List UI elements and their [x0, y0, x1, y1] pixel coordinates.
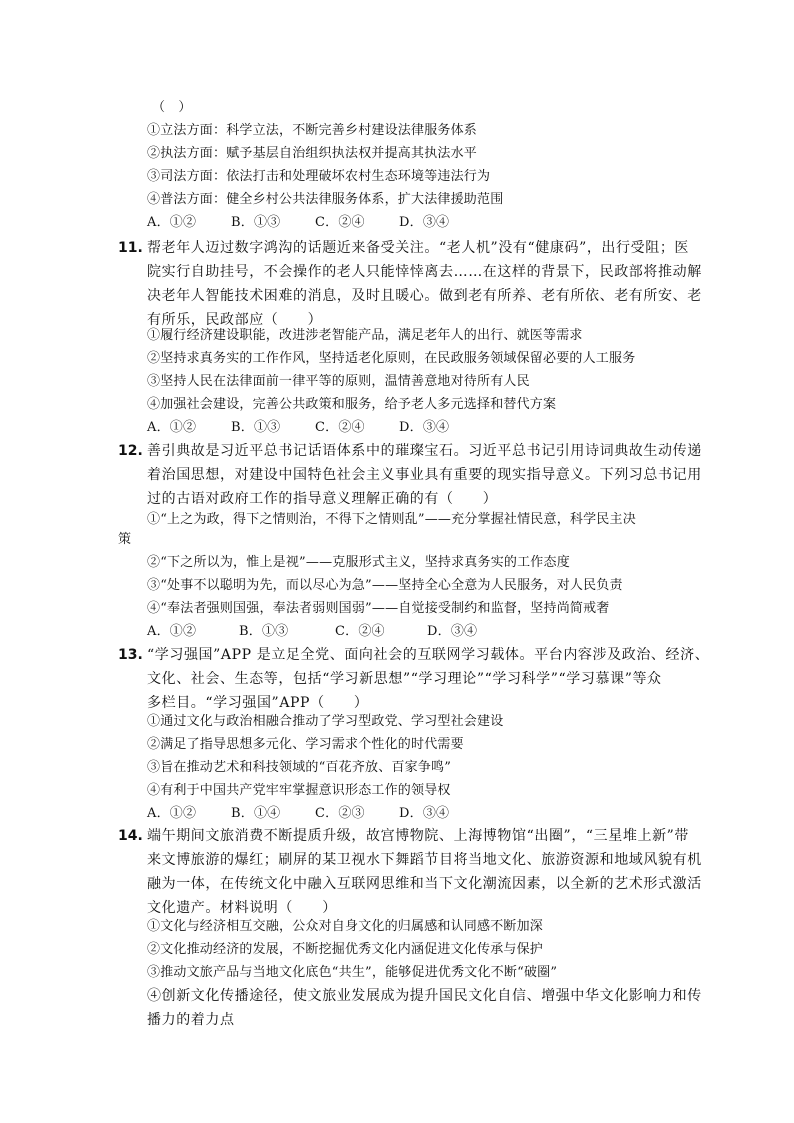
q13-item-1: ①通过文化与政治相融合推动了学习型政党、学习型社会建设: [147, 714, 504, 729]
q10-item-2: ②执法方面：赋予基层自治组织执法权并提高其执法水平: [147, 146, 478, 161]
q10-item-4: ④普法方面：健全乡村公共法律服务体系，扩大法律援助范围: [147, 192, 504, 207]
q13-item-2: ②满足了指导思想多元化、学习需求个性化的时代需要: [147, 737, 464, 752]
q12-options: [147, 622, 477, 642]
q11-item-1: ①履行经济建设职能，改进涉老智能产品，满足老年人的出行、就医等需求: [147, 328, 583, 343]
q12-option-a: A．①②: [147, 624, 197, 639]
q12-option-b: B．①③: [239, 624, 289, 639]
q10-option-a: A．①②: [147, 215, 197, 230]
q12-item-3: ③“处事不以聪明为先，而以尽心为急”——坚持全心全意为人民服务，对人民负责: [147, 578, 623, 593]
q11-stem-line-3: 决老年人智能技术困难的消息，及时且暖心。做到老有所养、老有所依、老有所安、老: [147, 288, 702, 304]
q14-item-3: ③推动文旅产品与当地文化底色“共生”，能够促进优秀文化不断“破圈”: [147, 965, 558, 980]
q12-option-c: C．②④: [335, 624, 385, 639]
q11-option-b: B．①③: [231, 420, 281, 435]
q14-item-4-line-1: ④创新文化传播途径，使文旅业发展成为提升国民文化自信、增强中华文化影响力和传: [147, 988, 702, 1004]
q11-option-d: D．③④: [399, 420, 450, 435]
q12-item-4: ④“奉法者强则国强，奉法者弱则国弱”——自觉接受制约和监督，坚持尚简戒奢: [147, 601, 610, 616]
q14-stem-line-2: 来文博旅游的爆红；刷屏的某卫视水下舞蹈节目将当地文化、旅游资源和地域风貌有机: [147, 852, 702, 868]
q14-item-4-line-2: 播力的着力点: [147, 1012, 235, 1028]
q11-item-4: ④加强社会建设，完善公共政策和服务，给予老人多元选择和替代方案: [147, 397, 557, 412]
q11-option-a: A．①②: [147, 420, 197, 435]
q12-option-d: D．③④: [427, 624, 478, 639]
q12-item-1-line-2: 策: [118, 532, 132, 547]
q13-option-d: D．③④: [399, 806, 450, 821]
q14-stem-line-3: 融为一体，在传统文化中融入互联网思维和当下文化潮流因素，以全新的艺术形式激活: [147, 876, 702, 892]
q11-item-2: ②坚持求真务实的工作作风，坚持适老化原则，在民政服务领域保留必要的人工服务: [147, 351, 636, 366]
q13-option-a: A．①②: [147, 806, 197, 821]
q13-number: 13.: [118, 647, 143, 663]
q10-options: [147, 213, 449, 233]
q10-answer-paren: （ ）: [152, 100, 192, 115]
q13-options: [147, 804, 449, 824]
q12-stem-line-2: 着治国思想，对建设中国特色社会主义事业具有重要的现实指导意义。下列习总书记用: [147, 467, 702, 483]
q13-option-c: C．②③: [315, 806, 365, 821]
q11-options: [147, 418, 449, 438]
q11-stem-line-2: 院实行自助挂号，不会操作的老人只能悻悻离去……在这样的背景下，民政部将推动解: [147, 264, 702, 280]
q11-number: 11.: [118, 240, 143, 256]
q13-item-4: ④有利于中国共产党牢牢掌握意识形态工作的领导权: [147, 783, 451, 798]
q13-option-b: B．①④: [231, 806, 281, 821]
q14-number: 14.: [118, 828, 143, 844]
q12-item-2: ②“下之所以为，惟上是视”——克服形式主义，坚持求真务实的工作态度: [147, 555, 570, 570]
q11-option-c: C．②④: [315, 420, 365, 435]
q12-item-1-line-1: ①“上之为政，得下之情则治，不得下之情则乱”——充分掌握社情民意，科学民主决: [147, 512, 636, 527]
q10-option-d: D．③④: [399, 215, 450, 230]
q11-stem-line-4: 有所乐，民政部应（ ）: [147, 312, 323, 328]
q12-stem-line-3: 过的古语对政府工作的指导意义理解正确的有（ ）: [147, 491, 498, 507]
q12-number: 12.: [118, 443, 143, 459]
q11-stem-line-1: 帮老年人迈过数字鸿沟的话题近来备受关注。“老人机”没有“健康码”，出行受阻；医: [147, 240, 690, 256]
q13-stem-line-3: 多栏目。“学习强国”APP（ ）: [147, 695, 369, 711]
q12-stem-line-1: 善引典故是习近平总书记话语体系中的璀璨宝石。习近平总书记引用诗词典故生动传递: [147, 443, 702, 459]
q10-item-3: ③司法方面：依法打击和处理破坏农村生态环境等违法行为: [147, 169, 491, 184]
q10-option-c: C．②④: [315, 215, 365, 230]
q13-stem-line-1: “学习强国”APP 是立足全党、面向社会的互联网学习载体。平台内容涉及政治、经济、: [147, 647, 710, 663]
q10-option-b: B．①③: [231, 215, 281, 230]
q13-item-3: ③旨在推动艺术和科技领域的“百花齐放、百家争鸣”: [147, 760, 452, 775]
q14-stem-line-1: 端午期间文旅消费不断提质升级，故宫博物院、上海博物馆“出圈”，“三星堆上新”带: [147, 828, 690, 844]
q14-item-1: ①文化与经济相互交融，公众对自身文化的归属感和认同感不断加深: [147, 919, 544, 934]
q13-stem-line-2: 文化、社会、生态等，包括“学习新思想”“学习理论”“学习科学”“学习慕课”等众: [147, 671, 662, 687]
q14-item-2: ②文化推动经济的发展，不断挖掘优秀文化内涵促进文化传承与保护: [147, 942, 544, 957]
q10-item-1: ①立法方面：科学立法，不断完善乡村建设法律服务体系: [147, 123, 478, 138]
q14-stem-line-4: 文化遗产。材料说明（ ）: [147, 900, 337, 916]
q11-item-3: ③坚持人民在法律面前一律平等的原则，温情善意地对待所有人民: [147, 374, 530, 389]
